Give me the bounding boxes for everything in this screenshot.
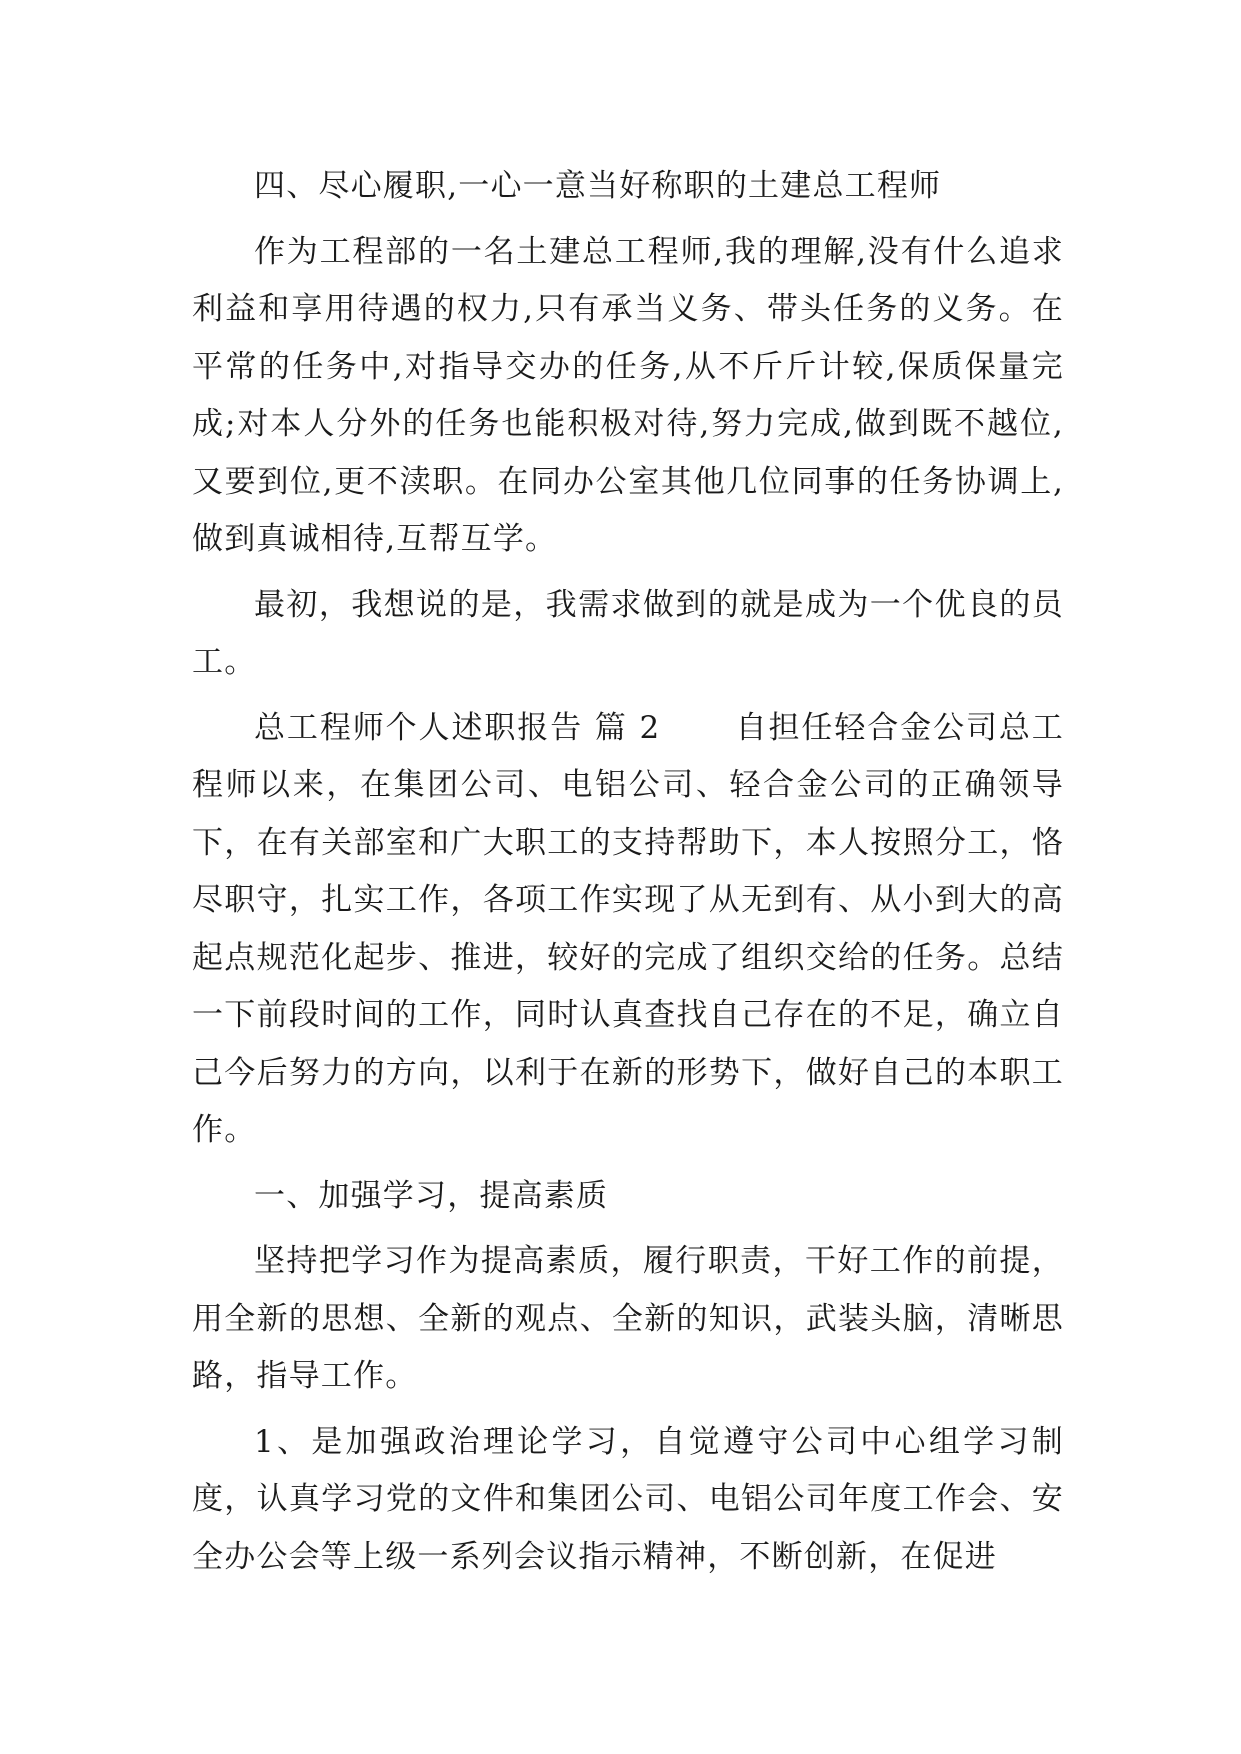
body-paragraph: 1、是加强政治理论学习，自觉遵守公司中心组学习制度，认真学习党的文件和集团公司、电铝公司年度工作会、安全办公会等上级一系列会议指示精神，不断创新，在促进 [192, 1423, 1064, 1575]
body-paragraph: 作为工程部的一名土建总工程师,我的理解,没有什么追求利益和享用待遇的权力,只有承当义务、带头任务的义务。在平常的任务中,对指导交办的任务,从不斤斤计较,保质保量完成;对本人分外的任务也能积极对待,努力完成,做到既不越位,又要到位,更不渎职。在同办公室其他几位同事的任务协调上,做到真诚相待,互帮互学。 [192, 233, 1064, 557]
document-body [192, 158, 1064, 1586]
body-paragraph: 最初，我想说的是，我需求做到的就是成为一个优良的员工。 [192, 586, 1064, 680]
report-title: 总工程师个人述职报告 篇 2 [254, 709, 661, 746]
report-section-paragraph [192, 700, 1064, 1160]
section-heading-4: 四、尽心履职,一心一意当好称职的土建总工程师 [254, 168, 942, 204]
report-intro: 自担任轻合金公司总工程师以来，在集团公司、电铝公司、轻合金公司的正确领导下，在有关部室和广大职工的支持帮助下，本人按照分工，恪尽职守，扎实工作，各项工作实现了从无到有、从小到大的高起点规范化起步、推进，较好的完成了组织交给的任务。总结一下前段时间的工作，同时认真查找自己存在的不足，确立自己今后努力的方向，以利于在新的形势下，做好自己的本职工作。 [192, 709, 1065, 1148]
section-heading-1: 一、加强学习，提高素质 [254, 1177, 609, 1214]
body-paragraph: 坚持把学习作为提高素质，履行职责，干好工作的前提，用全新的思想、全新的观点、全新的知识，武装头脑，清晰思路，指导工作。 [192, 1243, 1064, 1394]
